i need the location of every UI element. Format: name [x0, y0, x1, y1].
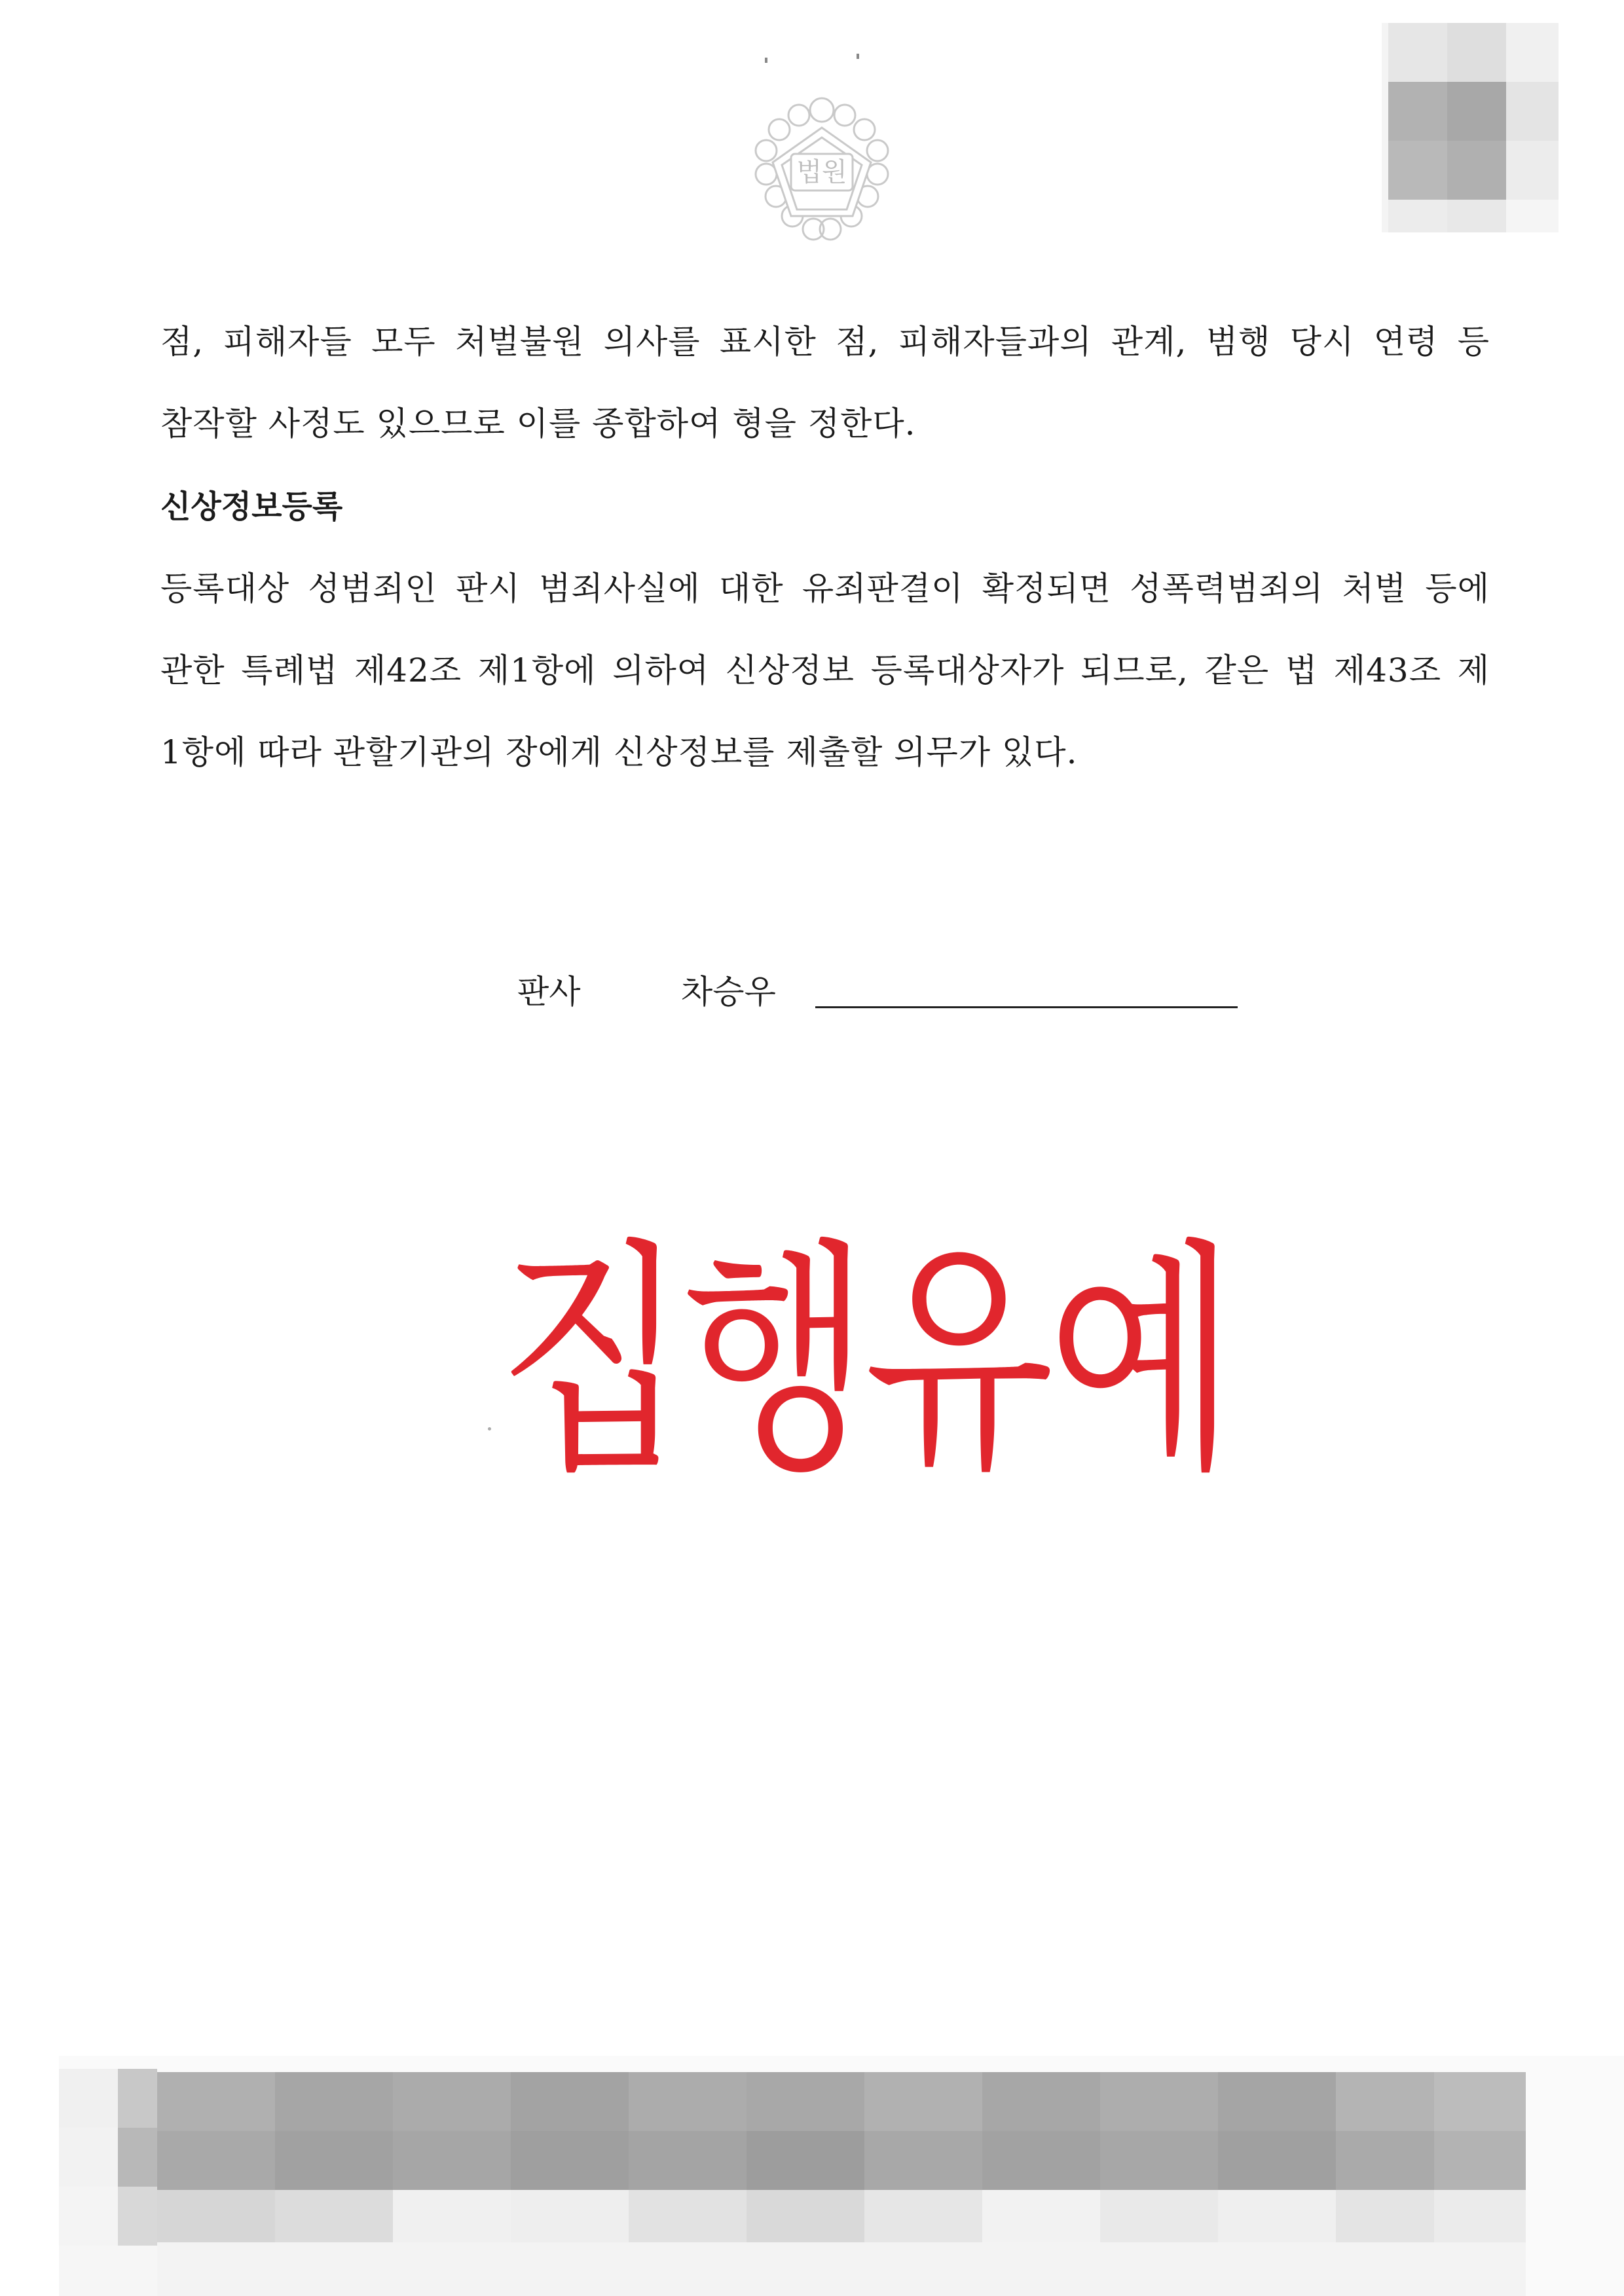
- scan-speck: [765, 58, 767, 63]
- text-line: 참작할 사정도 있으므로 이를 종합하여 형을 정한다.: [160, 405, 916, 443]
- text-line: 1항에 따라 관할기관의 장에게 신상정보를 제출할 의무가 있다.: [160, 733, 1078, 771]
- signature-line: [815, 1006, 1238, 1008]
- paragraph-registration: [160, 548, 1490, 793]
- scan-speck: [488, 1427, 491, 1430]
- judge-name: 차승우: [681, 973, 776, 1011]
- suspended-sentence-stamp: 집행유예: [498, 1218, 1231, 1504]
- scan-speck: [857, 54, 859, 59]
- text-line: 등록대상 성범죄인 판시 범죄사실에 대한 유죄판결이 확정되면 성폭력범죄의 처벌 등에: [160, 570, 1490, 608]
- text-line: 관한 특례법 제42조 제1항에 의하여 신상정보 등록대상자가 되므로, 같은 법 제43조 제: [160, 651, 1490, 689]
- court-emblem-icon: [740, 92, 904, 249]
- judge-title: 판사: [517, 973, 581, 1011]
- redacted-block-top-right: [1382, 23, 1559, 232]
- emblem-text: 법원: [796, 157, 847, 187]
- text-line: 점, 피해자들 모두 처벌불원 의사를 표시한 점, 피해자들과의 관계, 범행 당시 연령 등: [160, 323, 1490, 361]
- section-heading: 신상정보등록: [160, 488, 343, 525]
- paragraph-sentencing-reasons: [160, 301, 1490, 465]
- redacted-block-bottom: [59, 2056, 1624, 2296]
